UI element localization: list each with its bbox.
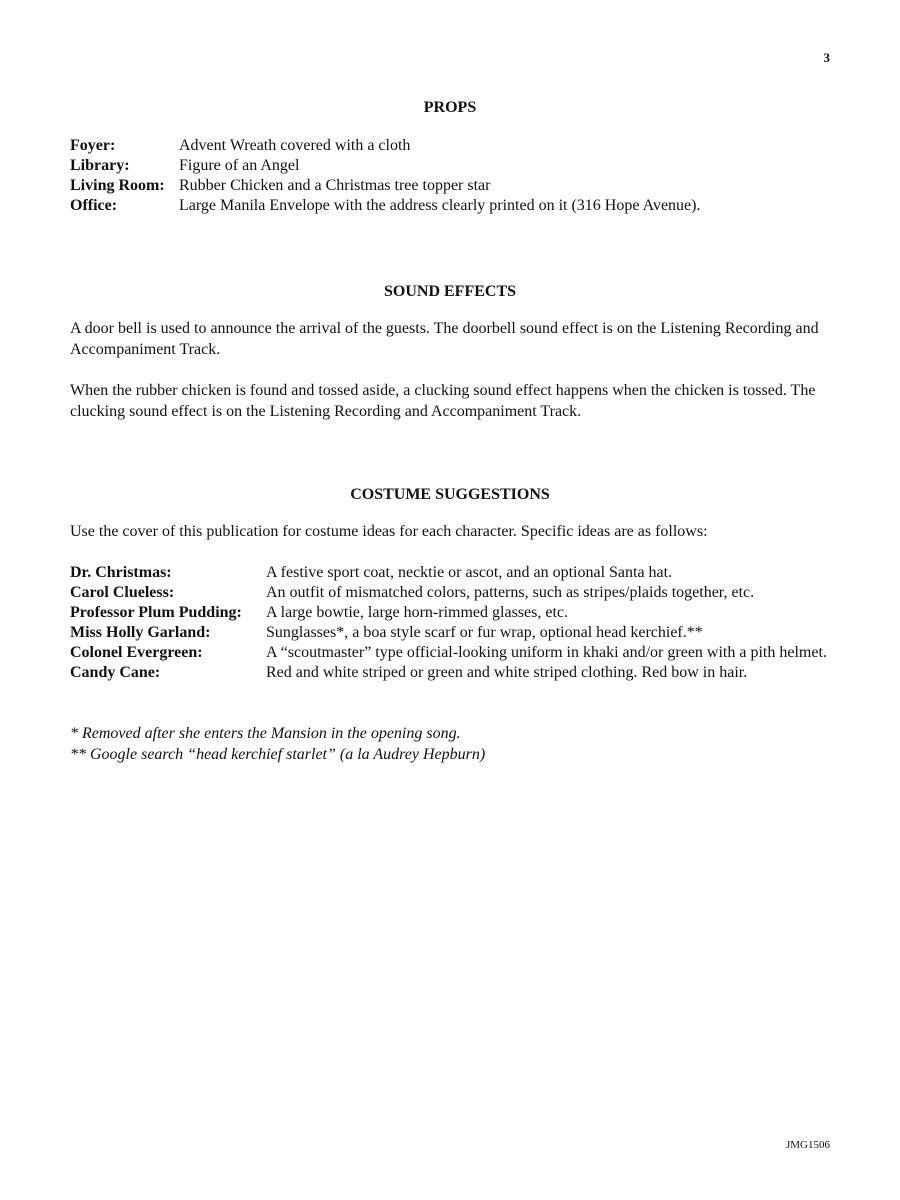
costume-intro: Use the cover of this publication for costume ideas for each character. Specific ideas are as follows: xyxy=(70,523,708,540)
costume-heading: COSTUME SUGGESTIONS xyxy=(350,486,550,503)
costume-item xyxy=(70,623,840,643)
costume-character: Candy Cane: xyxy=(70,664,161,681)
costume-character: Colonel Evergreen: xyxy=(70,644,203,661)
costume-description: An outfit of mismatched colors, patterns, such as stripes/plaids together, etc. xyxy=(266,584,755,601)
footer-code: JMG1506 xyxy=(785,1139,830,1151)
props-location: Office: xyxy=(70,197,118,214)
sound-effects-heading: SOUND EFFECTS xyxy=(383,283,517,300)
props-list xyxy=(70,136,700,216)
props-item-text: Advent Wreath covered with a cloth xyxy=(179,137,411,154)
props-location: Foyer: xyxy=(70,137,116,154)
props-item-text: Large Manila Envelope with the address clearly printed on it (316 Hope Avenue). xyxy=(179,197,701,214)
props-item-text: Rubber Chicken and a Christmas tree topper star xyxy=(179,177,491,194)
costume-character: Dr. Christmas: xyxy=(70,564,172,581)
costume-list xyxy=(70,563,840,683)
props-item xyxy=(70,136,700,156)
props-location: Living Room: xyxy=(70,177,165,194)
costume-item xyxy=(70,583,840,603)
costume-description: A large bowtie, large horn-rimmed glasses, etc. xyxy=(266,604,568,621)
costume-item xyxy=(70,563,840,583)
props-location: Library: xyxy=(70,157,130,174)
props-item xyxy=(70,176,700,196)
footnote: ** Google search “head kerchief starlet” (a la Audrey Hepburn) xyxy=(70,746,486,763)
costume-item xyxy=(70,603,840,623)
props-item xyxy=(70,196,700,216)
footnote: * Removed after she enters the Mansion in the opening song. xyxy=(70,725,461,742)
props-item-text: Figure of an Angel xyxy=(179,157,300,174)
footnotes xyxy=(70,723,840,765)
props-heading: PROPS xyxy=(423,99,477,116)
page-number: 3 xyxy=(823,50,830,65)
costume-description: A “scoutmaster” type official-looking uniform in khaki and/or green with a pith helmet. xyxy=(266,644,827,661)
costume-character: Miss Holly Garland: xyxy=(70,624,211,641)
props-item xyxy=(70,156,700,176)
costume-character: Professor Plum Pudding: xyxy=(70,604,242,621)
costume-item xyxy=(70,643,840,663)
costume-character: Carol Clueless: xyxy=(70,584,175,601)
sound-effects-paragraph: A door bell is used to announce the arrival of the guests. The doorbell sound effect is on the Listening Recording and Accompaniment Track. xyxy=(70,320,819,358)
costume-item xyxy=(70,663,840,683)
costume-description: Red and white striped or green and white striped clothing. Red bow in hair. xyxy=(266,664,748,681)
sound-effects-paragraph: When the rubber chicken is found and tossed aside, a clucking sound effect happens when the chicken is tossed. The clucking sound effect is on the Listening Recording and Accompaniment Track. xyxy=(70,382,816,420)
costume-description: Sunglasses*, a boa style scarf or fur wrap, optional head kerchief.** xyxy=(266,624,703,641)
costume-description: A festive sport coat, necktie or ascot, and an optional Santa hat. xyxy=(266,564,673,581)
